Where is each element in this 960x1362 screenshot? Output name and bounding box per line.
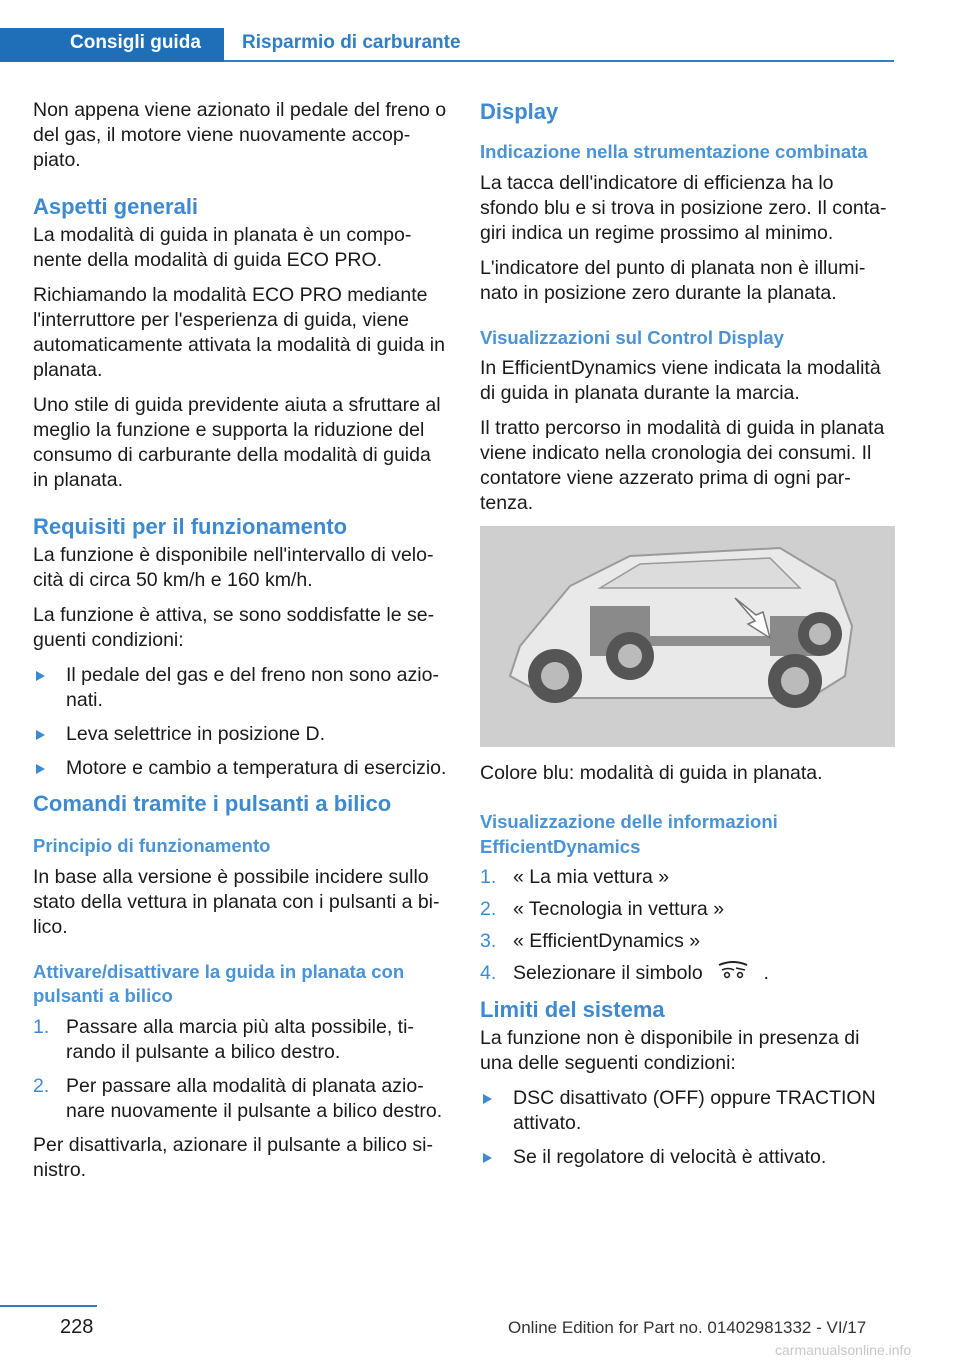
- tab-consigli-guida[interactable]: Consigli guida: [0, 28, 224, 62]
- watermark: carmanualsonline.info: [775, 1342, 912, 1358]
- page-number: 228: [60, 1316, 94, 1338]
- intro-paragraph: Non appena viene azionato il pedale del freno o del gas, il motore viene nuovamente accoppiato.: [33, 99, 447, 171]
- paragraph: La funzione non è disponibile in presenza di una delle seguenti condizioni:: [480, 1027, 860, 1075]
- requisiti-list: [33, 663, 448, 781]
- paragraph: Richiamando la modalità ECO PRO mediante l'interruttore per l'esperienza di guida, viene automaticamente attivata la modalità di guida in planata.: [33, 284, 445, 381]
- list-item: 3. « EfficientDynamics »: [480, 930, 701, 952]
- list-item: Se il regolatore di velocità è attivato.: [480, 1145, 895, 1170]
- list-item: Leva selettrice in posizione D.: [33, 722, 448, 747]
- car-drivetrain-image: [480, 526, 895, 747]
- paragraph: Il tratto percorso in modalità di guida in planata viene indicato nella cronologia dei consumi. Il contatore viene azzerato prima di ogni partenza.: [480, 417, 885, 514]
- list-item: 1. « La mia vettura »: [480, 866, 670, 888]
- heading-aspetti-generali: Aspetti generali: [33, 194, 199, 219]
- heading-limiti: Limiti del sistema: [480, 997, 665, 1023]
- list-item: Il pedale del gas e del freno non sono azionati.: [33, 663, 448, 713]
- attivare-list: [33, 1015, 448, 1124]
- heading-requisiti: Requisiti per il funzionamento: [33, 514, 348, 539]
- paragraph: In base alla versione è possibile incidere sullo stato della vettura in planata con i pulsanti a bilico.: [33, 865, 440, 938]
- list-item: DSC disattivato (OFF) oppure TRACTION attivato.: [480, 1086, 895, 1136]
- list-item: 4. Selezionare il simbolo .: [480, 961, 895, 986]
- paragraph: Per disattivarla, azionare il pulsante a bilico sinistro.: [33, 1133, 433, 1181]
- list-item: 2. Per passare alla modalità di planata azionare nuovamente il pulsante a bilico destro.: [33, 1074, 443, 1122]
- page-number-rule: [0, 1305, 97, 1307]
- right-column: [480, 98, 895, 1179]
- list-item: 1. Passare alla marcia più alta possibile, tirando il pulsante a bilico destro.: [33, 1015, 414, 1063]
- paragraph: La funzione è disponibile nell'intervallo di velocità di circa 50 km/h e 160 km/h.: [33, 544, 434, 591]
- triangle-bullet-icon: [483, 1153, 492, 1163]
- figure-caption: Colore blu: modalità di guida in planata.: [480, 762, 823, 784]
- heading-info-efficientdynamics: Visualizzazione delle informazioni EfficientDynamics: [480, 811, 778, 857]
- triangle-bullet-icon: [36, 764, 45, 774]
- limiti-list: [480, 1086, 895, 1170]
- info-list: [480, 865, 895, 986]
- heading-display: Display: [480, 99, 559, 124]
- list-item: 2. « Tecnologia in vettura »: [480, 898, 725, 920]
- glide-symbol-icon: [716, 961, 750, 986]
- heading-indicazione: Indicazione nella strumentazione combinata: [480, 141, 868, 162]
- heading-visualizzazioni: Visualizzazioni sul Control Display: [480, 326, 784, 348]
- list-item: Motore e cambio a temperatura di esercizio.: [33, 756, 448, 781]
- paragraph: La funzione è attiva, se sono soddisfatte le seguenti condizioni:: [33, 604, 435, 651]
- paragraph: In EfficientDynamics viene indicata la modalità di guida in planata durante la marcia.: [480, 357, 881, 404]
- heading-comandi: Comandi tramite i pulsanti a bilico: [33, 791, 392, 816]
- tab-risparmio-carburante[interactable]: Risparmio di carburante: [224, 28, 894, 62]
- paragraph: La modalità di guida in planata è un componente della modalità di guida ECO PRO.: [33, 224, 412, 271]
- triangle-bullet-icon: [36, 730, 45, 740]
- paragraph: Uno stile di guida previdente aiuta a sfruttare al meglio la funzione e supporta la riduzione del consumo di carburante della modalità di guida in planata.: [33, 394, 441, 491]
- left-column: [33, 98, 448, 1193]
- heading-principio: Principio di funzionamento: [33, 835, 271, 856]
- paragraph: La tacca dell'indicatore di efficienza ha lo sfondo blu e si trova in posizione zero. Il contagiri indica un regime prossimo al minimo.: [480, 171, 887, 244]
- paragraph: L'indicatore del punto di planata non è illuminato in posizione zero durante la planata.: [480, 256, 866, 304]
- triangle-bullet-icon: [36, 671, 45, 681]
- heading-attivare: Attivare/disattivare la guida in planata con pulsanti a bilico: [33, 960, 405, 1006]
- edition-footer: Online Edition for Part no. 01402981332 - VI/17: [508, 1318, 867, 1337]
- triangle-bullet-icon: [483, 1094, 492, 1104]
